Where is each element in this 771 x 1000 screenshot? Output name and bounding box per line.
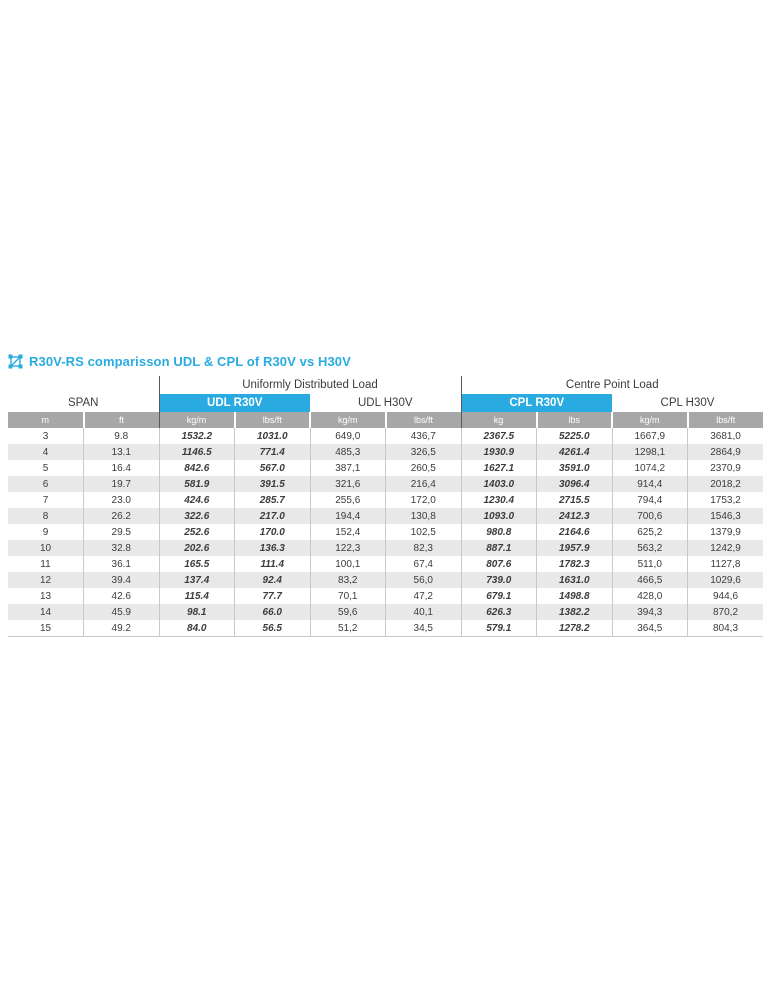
table-cell: 83,2 [310,572,386,588]
unit-header-udl-h30v-kgm: kg/m [310,412,386,428]
unit-header-m: m [8,412,84,428]
unit-header-row [8,412,763,428]
table-cell: 326,5 [386,444,462,460]
table-cell: 322.6 [159,508,235,524]
comparison-table [8,376,763,637]
unit-header-cpl-h30v-kgm: kg/m [612,412,688,428]
table-cell: 82,3 [386,540,462,556]
table-row [8,556,763,572]
table-cell: 217.0 [235,508,311,524]
table-cell: 47,2 [386,588,462,604]
table-cell: 122,3 [310,540,386,556]
table-cell: 15 [8,620,84,637]
table-cell: 1546,3 [688,508,764,524]
table-cell: 202.6 [159,540,235,556]
unit-header-cpl-r30v-kg: kg [461,412,537,428]
table-cell: 3 [42,430,49,442]
table-cell: 4261.4 [537,444,613,460]
table-cell: 19.7 [84,476,160,492]
table-cell: 436,7 [386,428,462,444]
page-content [8,352,763,637]
table-cell: 391.5 [235,476,311,492]
table-row [8,460,763,476]
table-header [8,376,763,428]
group-header-row [8,376,763,394]
table-cell: 1532.2 [159,428,235,444]
table-cell: 807.6 [461,556,537,572]
table-cell: 92.4 [235,572,311,588]
table-row [8,444,763,460]
table-cell: 98.1 [159,604,235,620]
table-cell: 9 [42,526,49,538]
table-cell: 56,0 [386,572,462,588]
table-cell: 111.4 [235,556,311,572]
table-cell: 56.5 [235,620,311,637]
unit-header-udl-h30v-lbsft: lbs/ft [386,412,462,428]
table-row [8,620,763,637]
table-row [8,524,763,540]
table-cell: 59,6 [310,604,386,620]
table-cell: 394,3 [612,604,688,620]
table-cell: 260,5 [386,460,462,476]
table-cell: 51,2 [310,620,386,637]
table-row [8,508,763,524]
page-title: R30V-RS comparisson UDL & CPL of R30V vs H30V [29,353,351,369]
table-cell: 16.4 [84,460,160,476]
table-cell: 2715.5 [537,492,613,508]
table-cell: 29.5 [84,524,160,540]
table-cell: 1031.0 [235,428,311,444]
table-cell: 1379,9 [688,524,764,540]
table-cell: 255,6 [310,492,386,508]
table-cell: 11 [40,558,51,570]
table-cell: 137.4 [159,572,235,588]
unit-header-udl-r30v-kgm: kg/m [159,412,235,428]
table-cell: 49.2 [84,620,160,637]
table-cell: 1930.9 [461,444,537,460]
table-cell: 216,4 [386,476,462,492]
table-row [8,476,763,492]
table-cell: 2367.5 [461,428,537,444]
table-cell: 252.6 [159,524,235,540]
table-cell: 3591.0 [537,460,613,476]
table-cell: 5 [42,462,49,474]
table-cell: 40,1 [386,604,462,620]
table-cell: 102,5 [386,524,462,540]
table-cell: 9.8 [84,428,160,444]
table-cell: 165.5 [159,556,235,572]
section-header-cpl-h30v: CPL H30V [660,397,715,409]
table-cell: 511,0 [612,556,688,572]
table-row [8,540,763,556]
table-cell: 7 [42,494,49,506]
section-header-cpl-r30v: CPL R30V [461,394,612,412]
table-cell: 1782.3 [537,556,613,572]
table-cell: 771.4 [235,444,311,460]
table-cell: 285.7 [235,492,311,508]
table-cell: 2164.6 [537,524,613,540]
table-cell: 1957.9 [537,540,613,556]
table-cell: 870,2 [688,604,764,620]
table-cell: 12 [39,574,52,586]
table-cell: 172,0 [386,492,462,508]
vector-frame-icon [8,354,23,369]
unit-header-ft: ft [84,412,160,428]
table-cell: 1127,8 [688,556,764,572]
table-cell: 42.6 [84,588,160,604]
table-cell: 36.1 [84,556,160,572]
table-cell: 944,6 [688,588,764,604]
table-cell: 700,6 [612,508,688,524]
table-cell: 39.4 [84,572,160,588]
table-cell: 8 [42,510,49,522]
table-cell: 26.2 [84,508,160,524]
group-header-cpl: Centre Point Load [461,376,763,394]
table-cell: 679.1 [461,588,537,604]
table-cell: 466,5 [612,572,688,588]
table-cell: 1667,9 [612,428,688,444]
table-cell: 152,4 [310,524,386,540]
group-header-udl: Uniformly Distributed Load [159,376,461,394]
table-cell: 563,2 [612,540,688,556]
table-cell: 10 [39,542,52,554]
table-cell: 77.7 [235,588,311,604]
table-cell: 581.9 [159,476,235,492]
table-cell: 6 [42,478,49,490]
table-cell: 887.1 [461,540,537,556]
table-cell: 794,4 [612,492,688,508]
unit-header-cpl-h30v-lbsft: lbs/ft [688,412,764,428]
table-cell: 2018,2 [688,476,764,492]
table-cell: 567.0 [235,460,311,476]
table-cell: 1753,2 [688,492,764,508]
table-cell: 424.6 [159,492,235,508]
section-header-span: SPAN [68,397,99,409]
table-row [8,588,763,604]
section-header-udl-r30v: UDL R30V [159,394,310,412]
table-row [8,492,763,508]
table-cell: 579.1 [461,620,537,637]
table-cell: 739.0 [461,572,537,588]
table-cell: 1029,6 [688,572,764,588]
table-cell: 23.0 [84,492,160,508]
table-title-row [8,352,763,370]
table-cell: 804,3 [688,620,764,637]
table-cell: 14 [39,606,52,618]
section-header-udl-h30v: UDL H30V [357,397,413,409]
table-cell: 1298,1 [612,444,688,460]
table-row [8,604,763,620]
table-cell: 1146.5 [159,444,235,460]
table-cell: 34,5 [386,620,462,637]
table-body [8,428,763,637]
table-cell: 321,6 [310,476,386,492]
unit-header-udl-r30v-lbsft: lbs/ft [235,412,311,428]
table-cell: 32.8 [84,540,160,556]
table-cell: 387,1 [310,460,386,476]
table-cell: 428,0 [612,588,688,604]
table-cell: 842.6 [159,460,235,476]
table-cell: 3681,0 [688,428,764,444]
table-cell: 13 [39,590,52,602]
table-cell: 194,4 [310,508,386,524]
table-cell: 5225.0 [537,428,613,444]
table-cell: 45.9 [84,604,160,620]
table-cell: 67,4 [386,556,462,572]
table-cell: 66.0 [235,604,311,620]
table-cell: 130,8 [386,508,462,524]
table-cell: 1074,2 [612,460,688,476]
table-cell: 1382.2 [537,604,613,620]
table-cell: 914,4 [612,476,688,492]
table-cell: 1093.0 [461,508,537,524]
table-cell: 1278.2 [537,620,613,637]
table-row [8,572,763,588]
table-cell: 13.1 [84,444,160,460]
table-cell: 70,1 [310,588,386,604]
section-header-row [8,394,763,412]
table-cell: 100,1 [310,556,386,572]
table-cell: 1403.0 [461,476,537,492]
table-cell: 115.4 [159,588,235,604]
table-cell: 625,2 [612,524,688,540]
table-cell: 2864,9 [688,444,764,460]
table-cell: 3096.4 [537,476,613,492]
table-cell: 136.3 [235,540,311,556]
table-cell: 1242,9 [688,540,764,556]
unit-header-cpl-r30v-lbs: lbs [537,412,613,428]
table-cell: 1627.1 [461,460,537,476]
table-cell: 485,3 [310,444,386,460]
table-cell: 649,0 [310,428,386,444]
table-cell: 626.3 [461,604,537,620]
table-row [8,428,763,444]
table-cell: 2370,9 [688,460,764,476]
table-cell: 1230.4 [461,492,537,508]
table-cell: 980.8 [461,524,537,540]
table-cell: 4 [42,446,49,458]
table-cell: 2412.3 [537,508,613,524]
table-cell: 1631.0 [537,572,613,588]
table-cell: 364,5 [612,620,688,637]
table-cell: 84.0 [159,620,235,637]
group-header-empty [8,376,159,394]
table-cell: 170.0 [235,524,311,540]
table-cell: 1498.8 [537,588,613,604]
